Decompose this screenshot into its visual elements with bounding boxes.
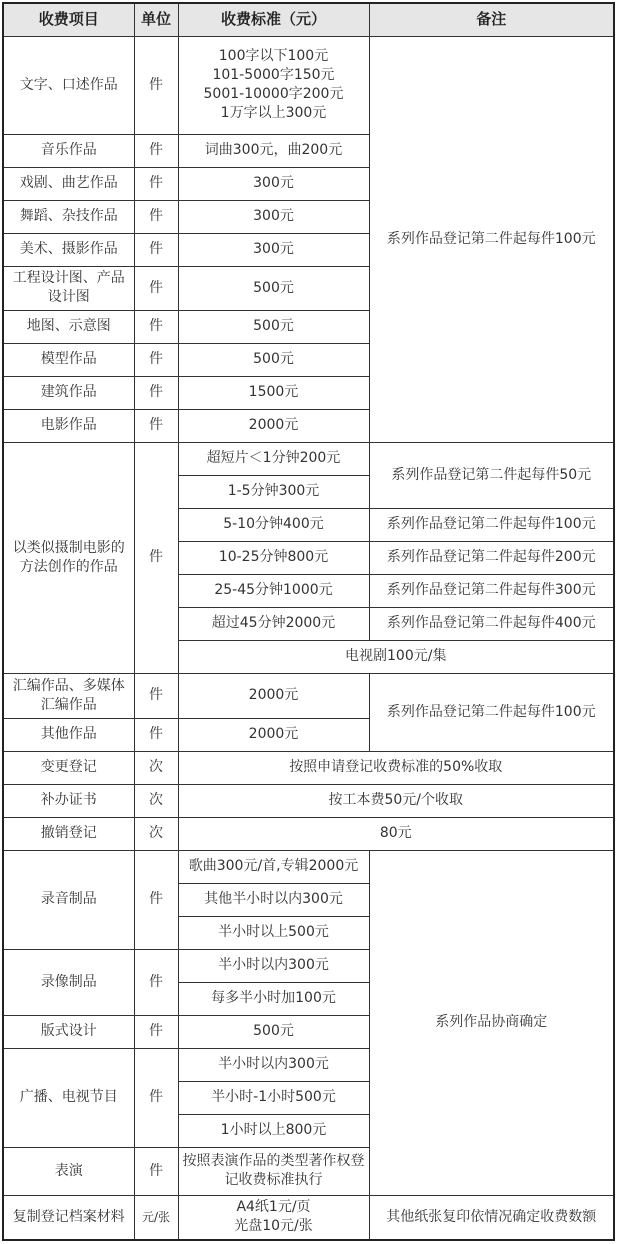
table-row bbox=[3, 36, 614, 134]
standard: 500元 bbox=[178, 343, 369, 376]
unit: 件 bbox=[134, 673, 178, 718]
standard: 半小时以内300元 bbox=[178, 949, 369, 982]
item: 以类似摄制电影的方法创作的作品 bbox=[3, 442, 134, 673]
standard: 超过45分钟2000元 bbox=[178, 607, 369, 640]
standard: 500元 bbox=[178, 1015, 369, 1048]
standard-line: 光盘10元/张 bbox=[234, 1218, 313, 1235]
table-row bbox=[3, 751, 614, 784]
standard: 半小时-1小时500元 bbox=[178, 1081, 369, 1114]
standard: 按照申请登记收费标准的50%收取 bbox=[178, 751, 614, 784]
unit: 件 bbox=[134, 1048, 178, 1147]
item: 补办证书 bbox=[3, 784, 134, 817]
remark: 系列作品登记第二件起每件400元 bbox=[369, 607, 614, 640]
header-remark: 备注 bbox=[369, 3, 614, 36]
standard: 300元 bbox=[178, 233, 369, 266]
standard-line: A4纸1元/页 bbox=[236, 1199, 311, 1216]
item: 汇编作品、多媒体汇编作品 bbox=[3, 673, 134, 718]
item: 表演 bbox=[3, 1147, 134, 1195]
item: 撤销登记 bbox=[3, 817, 134, 850]
header-item: 收费项目 bbox=[3, 3, 134, 36]
unit: 次 bbox=[134, 817, 178, 850]
table-row bbox=[3, 442, 614, 475]
unit: 件 bbox=[134, 1147, 178, 1195]
unit: 件 bbox=[134, 718, 178, 751]
item: 舞蹈、杂技作品 bbox=[3, 200, 134, 233]
item: 复制登记档案材料 bbox=[3, 1195, 134, 1240]
standard: 其他半小时以内300元 bbox=[178, 883, 369, 916]
remark: 系列作品登记第二件起每件300元 bbox=[369, 574, 614, 607]
standard-line: 101-5000字150元 bbox=[212, 67, 335, 83]
item: 其他作品 bbox=[3, 718, 134, 751]
table-row bbox=[3, 850, 614, 883]
standard: 半小时以内300元 bbox=[178, 1048, 369, 1081]
standard: 300元 bbox=[178, 167, 369, 200]
standard: 1500元 bbox=[178, 376, 369, 409]
unit: 件 bbox=[134, 134, 178, 167]
item: 地图、示意图 bbox=[3, 310, 134, 343]
standard bbox=[178, 36, 369, 134]
standard: 10-25分钟800元 bbox=[178, 541, 369, 574]
standard: 25-45分钟1000元 bbox=[178, 574, 369, 607]
standard: 1小时以上800元 bbox=[178, 1114, 369, 1147]
standard: 2000元 bbox=[178, 673, 369, 718]
unit: 件 bbox=[134, 36, 178, 134]
standard: 词曲300元，曲200元 bbox=[178, 134, 369, 167]
table-row bbox=[3, 673, 614, 718]
item: 变更登记 bbox=[3, 751, 134, 784]
standard bbox=[178, 1195, 369, 1240]
remark: 系列作品登记第二件起每件100元 bbox=[369, 36, 614, 442]
header-standard: 收费标准（元） bbox=[178, 3, 369, 36]
unit: 件 bbox=[134, 442, 178, 673]
table-header bbox=[3, 3, 614, 36]
item: 录音制品 bbox=[3, 850, 134, 949]
item: 文字、口述作品 bbox=[3, 36, 134, 134]
standard: 5-10分钟400元 bbox=[178, 508, 369, 541]
standard: 电视剧100元/集 bbox=[178, 640, 614, 673]
table-row bbox=[3, 817, 614, 850]
unit: 件 bbox=[134, 850, 178, 949]
standard: 500元 bbox=[178, 266, 369, 310]
fee-table bbox=[2, 2, 615, 1241]
item: 音乐作品 bbox=[3, 134, 134, 167]
remark: 系列作品登记第二件起每件100元 bbox=[369, 508, 614, 541]
item: 戏剧、曲艺作品 bbox=[3, 167, 134, 200]
remark: 系列作品协商确定 bbox=[369, 850, 614, 1195]
unit: 件 bbox=[134, 310, 178, 343]
unit: 件 bbox=[134, 200, 178, 233]
unit: 件 bbox=[134, 233, 178, 266]
standard: 2000元 bbox=[178, 409, 369, 442]
standard: 按工本费50元/个收取 bbox=[178, 784, 614, 817]
standard: 2000元 bbox=[178, 718, 369, 751]
table-row bbox=[3, 1195, 614, 1240]
standard: 歌曲300元/首,专辑2000元 bbox=[178, 850, 369, 883]
standard: 半小时以上500元 bbox=[178, 916, 369, 949]
remark: 其他纸张复印依情况确定收费数额 bbox=[369, 1195, 614, 1240]
item: 工程设计图、产品设计图 bbox=[3, 266, 134, 310]
standard: 500元 bbox=[178, 310, 369, 343]
unit: 件 bbox=[134, 409, 178, 442]
standard: 1-5分钟300元 bbox=[178, 475, 369, 508]
unit: 件 bbox=[134, 343, 178, 376]
remark: 系列作品登记第二件起每件100元 bbox=[369, 673, 614, 751]
item: 广播、电视节目 bbox=[3, 1048, 134, 1147]
standard-line: 5001-10000字200元 bbox=[203, 86, 344, 102]
unit: 件 bbox=[134, 1015, 178, 1048]
standard: 300元 bbox=[178, 200, 369, 233]
standard: 按照表演作品的类型著作权登记收费标准执行 bbox=[178, 1147, 369, 1195]
remark: 系列作品登记第二件起每件200元 bbox=[369, 541, 614, 574]
standard: 超短片＜1分钟200元 bbox=[178, 442, 369, 475]
item: 模型作品 bbox=[3, 343, 134, 376]
item: 电影作品 bbox=[3, 409, 134, 442]
unit: 件 bbox=[134, 376, 178, 409]
standard: 80元 bbox=[178, 817, 614, 850]
header-unit: 单位 bbox=[134, 3, 178, 36]
standard-line: 100字以下100元 bbox=[218, 48, 329, 64]
item: 美术、摄影作品 bbox=[3, 233, 134, 266]
standard: 每多半小时加100元 bbox=[178, 982, 369, 1015]
table-row bbox=[3, 784, 614, 817]
unit: 件 bbox=[134, 949, 178, 1015]
item: 建筑作品 bbox=[3, 376, 134, 409]
item: 版式设计 bbox=[3, 1015, 134, 1048]
remark: 系列作品登记第二件起每件50元 bbox=[369, 442, 614, 508]
unit: 件 bbox=[134, 266, 178, 310]
item: 录像制品 bbox=[3, 949, 134, 1015]
unit: 次 bbox=[134, 751, 178, 784]
unit: 次 bbox=[134, 784, 178, 817]
unit: 件 bbox=[134, 167, 178, 200]
standard-line: 1万字以上300元 bbox=[220, 105, 327, 121]
unit: 元/张 bbox=[134, 1195, 178, 1240]
